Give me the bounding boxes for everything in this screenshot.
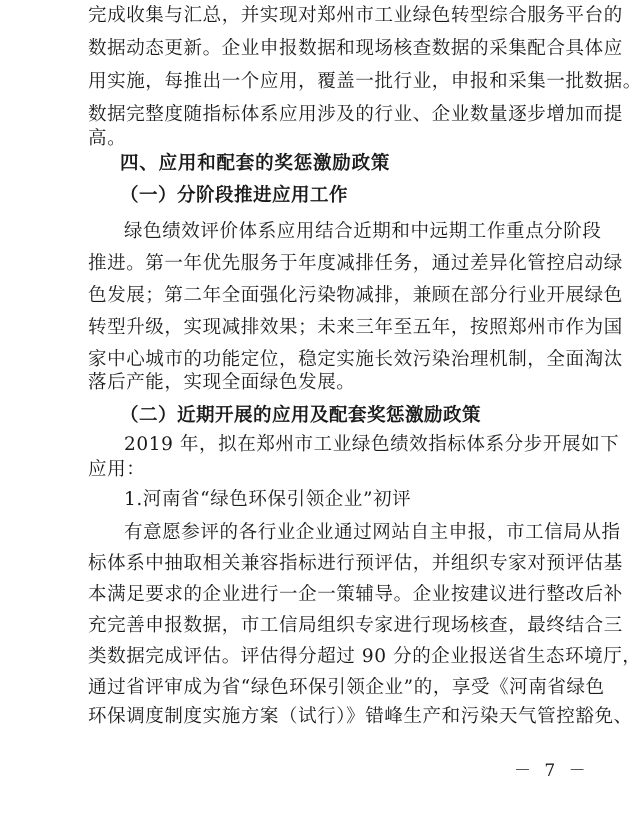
paragraph-line: 充完善申报数据，市工信局组织专家进行现场核查，最终结合三 [88,615,623,636]
paragraph-line: 高。 [88,128,127,149]
subsection-heading: （二）近期开展的应用及配套奖惩激励政策 [120,405,482,426]
paragraph-line: 环保调度制度实施方案（试行）》错峰生产和污染天气管控豁免、 [88,706,633,727]
paragraph-line: 数据完整度随指标体系应用涉及的行业、企业数量逐步增加而提 [88,104,623,125]
paragraph-line: 有意愿参评的各行业企业通过网站自主申报，市工信局从指 [124,522,621,543]
paragraph-line: 色发展；第二年全面强化污染物减排，兼顾在部分行业开展绿色 [88,285,623,306]
paragraph-line: 绿色绩效评价体系应用结合近期和中远期工作重点分阶段 [124,221,602,242]
section-heading: 四、应用和配套的奖惩激励政策 [120,153,391,174]
paragraph-line: 标体系中抽取相关兼容指标进行预评估，并组织专家对预评估基 [88,553,623,574]
paragraph-line: 落后产能，实现全面绿色发展。 [88,372,356,393]
paragraph-line: 本满足要求的企业进行一企一策辅导。企业按建议进行整改后补 [88,584,623,605]
paragraph-line: 完成收集与汇总，并实现对郑州市工业绿色转型综合服务平台的 [88,5,623,26]
item-heading: 1.河南省“绿色环保引领企业”初评 [124,489,412,510]
paragraph-line: 通过省评审成为省“绿色环保引领企业”的，享受《河南省绿色 [88,677,605,698]
paragraph-line: 转型升级，实现减排效果；未来三年至五年，按照郑州市作为国 [88,317,623,338]
page-number: － 7 － [514,761,590,781]
paragraph-line: 数据动态更新。企业申报数据和现场核查数据的采集配合具体应 [88,38,623,59]
paragraph-line: 推进。第一年优先服务于年度减排任务，通过差异化管控启动绿 [88,253,623,274]
subsection-heading: （一）分阶段推进应用工作 [120,185,349,206]
paragraph-line: 用实施，每推出一个应用，覆盖一批行业，申报和采集一批数据。 [88,71,642,92]
paragraph-line: 2019 年，拟在郑州市工业绿色绩效指标体系分步开展如下 [124,434,620,455]
paragraph-line: 家中心城市的功能定位，稳定实施长效污染治理机制，全面淘汰 [88,349,623,370]
paragraph-line: 应用： [88,459,146,480]
paragraph-line: 类数据完成评估。评估得分超过 90 分的企业报送省生态环境厅， [88,646,642,667]
